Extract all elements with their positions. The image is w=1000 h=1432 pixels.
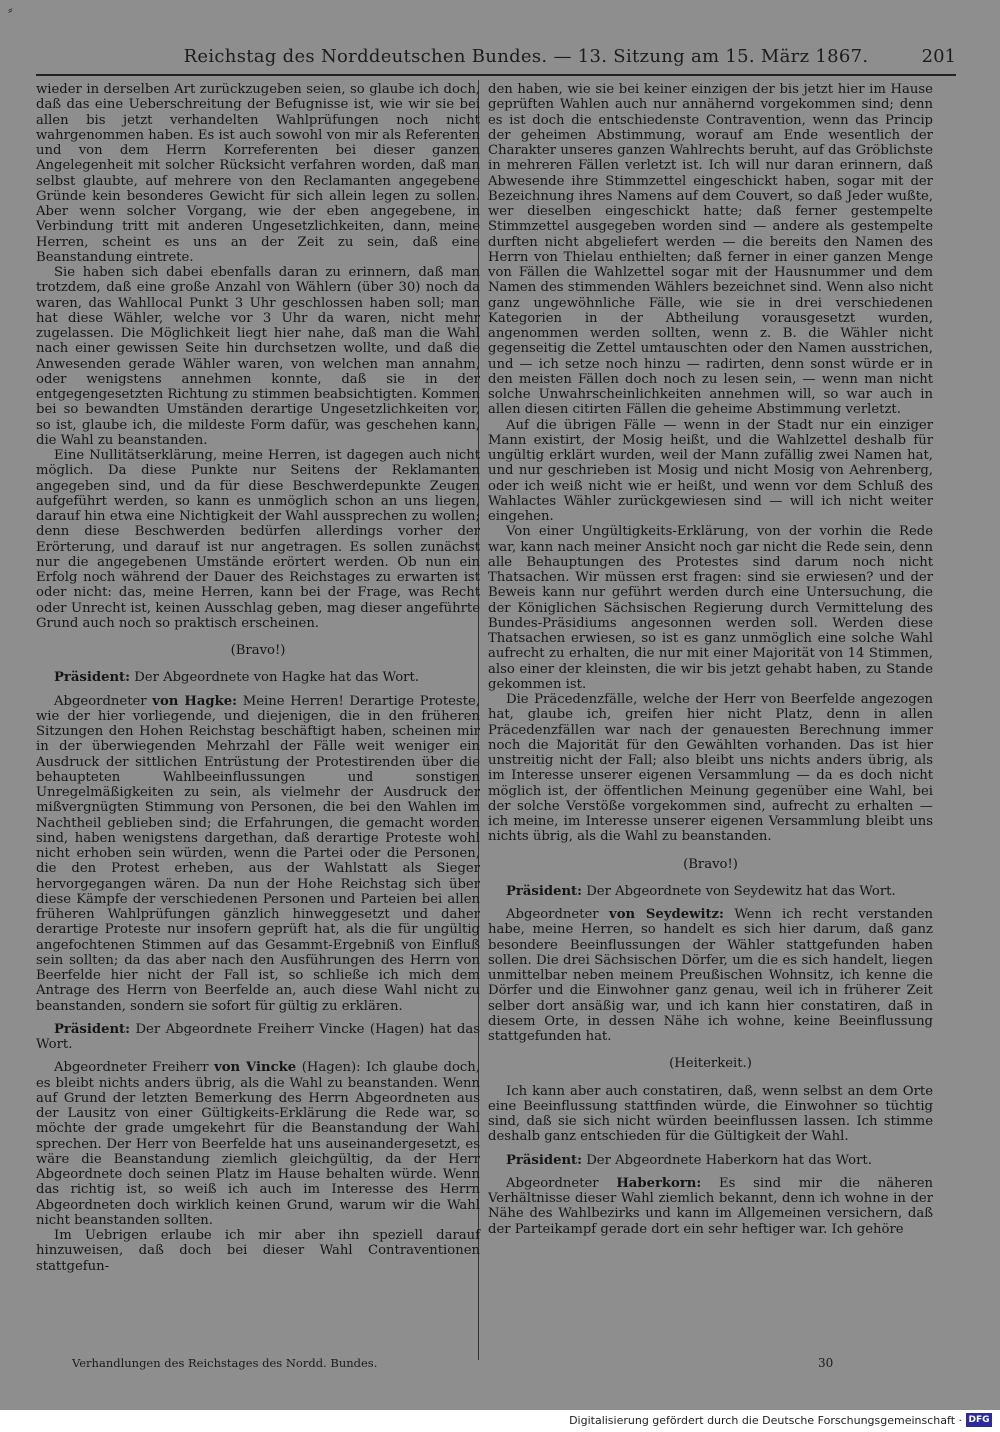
president-remark xyxy=(36,670,480,685)
president-remark xyxy=(36,1022,480,1053)
footer-source-note: Verhandlungen des Reichstages des Nordd. Bundes. xyxy=(72,1356,378,1370)
paragraph: wieder in derselben Art zurückzugeben seien, so glaube ich doch, daß das eine Ueberschreitung der Befugnisse ist, wie wir sie bei allen bis jetzt verhandelten Wahlprüfungen noch nicht wahrgenommen haben. Es ist auch sowohl von mir als Referenten und von dem Herrn Korreferenten bei dieser ganzen Angelegenheit mit solcher Rücksicht verfahren worden, daß man selbst glaubte, auf mehrere von den Reclamanten angegebene Gründe kein besonderes Gewicht für sich allein legen zu sollen. Aber wenn solcher Vorgang, wie der eben angegebene, in Verbindung tritt mit anderen Ungesetzlichkeiten, dann, meine Herren, scheint es uns an der Zeit zu sein, daß eine Beanstandung eintrete. xyxy=(36,82,480,265)
president-remark xyxy=(488,1153,933,1168)
left-column xyxy=(36,82,480,1274)
laughter-note: (Heiterkeit.) xyxy=(669,1056,752,1072)
speech-text: Meine Herren! Derartige Proteste, wie der hier vorliegende, und diejenigen, die in den früheren Sitzungen den Hohen Reichstag beschäftigt haben, scheinen mir in der überwiegenden Mehrzahl der Fälle weit weniger ein Ausdruck der sittlichen Entrüstung der Protestirenden über die behaupteten Wahlbeeinflussungen und sonstigen Unregelmäßigkeiten zu sein, als vielmehr der Ausdruck der mißvergnügten Stimmung von Personen, die bei den Wahlen im Nachtheil geblieben sind; die Erfahrungen, die gemacht worden sind, haben wenigstens dargethan, daß derartige Proteste wohl nicht erhoben sein würden, wenn die Partei oder die Personen, die den Protest erheben, aus der Wahlstatt als Sieger hervorgegangen wären. Da nun der Hohe Reichstag sich über diese Kämpfe der verschiedenen Personen und Parteien bei allen früheren Wahlprüfungen gänzlich hinweggesetzt und daher derartige Proteste nur insofern geprüft hat, als die für ungültig angefochtenen Stimmen auf das Gesammt-Ergebniß von Einfluß sein sollten; da das aber nach den Ausführungen des Herrn von Beerfelde hier nicht der Fall ist, so schließe ich mich dem Antrage des Herrn von Beerfelde an, auch diese Wahl nicht zu beanstanden, sondern sie sofort für gültig zu erklären. xyxy=(36,693,481,1014)
paragraph: Auf die übrigen Fälle — wenn in der Stadt nur ein einziger Mann existirt, der Mosig heißt, und die Wahlzettel deshalb für ungültig erklärt wurden, weil der Mann zufällig zwei Namen hat, und nur geschrieben ist Mosig und nicht Mosig von Aehrenberg, oder ich weiß nicht wie er heißt, und wenn vor dem Schluß des Wahlactes Wähler zurückgewiesen sind — will ich nicht weiter eingehen. xyxy=(488,417,933,524)
paragraph: Eine Nullitätserklärung, meine Herren, ist dagegen auch nicht möglich. Da diese Punkte nur Seitens der Reklamanten angegeben sind, und da für diese Beschwerdepunkte Zeugen aufgeführt werden, so kann es unmöglich schon an uns liegen, darauf hin etwa eine Nichtigkeit der Wahl aussprechen zu wollen; denn diese Beschwerden bedürfen allerdings vorher der Erörterung, und darauf ist nur angetragen. Es sollen zunächst nur die angegebenen Umstände erörtert werden. Ob nun ein Erfolg noch während der Dauer des Reichstages zu erwarten ist oder nicht: das, meine Herren, kann bei der Frage, was Recht oder Unrecht ist, keinen Ausschlag geben, mag dieser angeführte Grund auch noch so praktisch erscheinen. xyxy=(36,448,480,631)
speaker-title: Abgeordneter Freiherr xyxy=(54,1060,215,1076)
paragraph: Die Präcedenzfälle, welche der Herr von Beerfelde angezogen hat, glaube ich, greifen hier nicht Platz, denn in allen Präcedenzfällen war nach der genauesten Berechnung immer noch die Majorität für den Gewählten vorhanden. Das ist hier unstreitig nicht der Fall; also bleibt uns nichts anders übrig, als im Interesse unserer eigenen Versammlung — da es doch nicht möglich ist, der öffentlichen Meinung gegenüber eine Wahl, bei der solche Verstöße vorgekommen sind, aufrecht zu erhalten — ich meine, im Interesse unserer eigenen Versammlung bleibt uns nichts übrig, als die Wahl zu beanstanden. xyxy=(488,692,933,845)
president-remark xyxy=(488,884,933,899)
paragraph: den haben, wie sie bei keiner einzigen der bis jetzt hier im Hause geprüften Wahlen auch nur annähernd vorgekommen sind; denn es ist doch die entschiedenste Contravention, wenn das Princip der geheimen Abstimmung, worauf am Ende wesentlich der Charakter unseres ganzen Wahlrechts beruht, auf das Gröblichste in mehreren Fällen verletzt ist. Ich will nur daran erinnern, daß Abwesende ihre Stimmzettel eingeschickt haben, sogar mit der Bezeichnung ihres Namens auf dem Couvert, so daß Jeder wußte, wer dieselben eingeschickt hatte; daß ferner gestempelte Stimmzettel ausgegeben worden sind — andere als gestempelte durften nicht abgeliefert werden — die bereits den Namen des Herrn von Thielau enthielten; daß ferner in einer ganzen Menge von Fällen die Wahlzettel sogar mit der Hausnummer und dem Namen des stimmenden Wählers bezeichnet sind. Wenn also nicht ganz ungewöhnliche Fälle, wie sie in drei verschiedenen Kategorien in der Abtheilung vorausgesetzt wurden, angenommen werden sollten, wenn z. B. die Wähler nicht gegenseitig die Zettel umtauschten oder den Namen ausstrichen, und — ich setze noch hinzu — radirten, denn sonst würde er in den meisten Fällen doch noch zu lesen sein, — wenn man nicht solche Unwahrscheinlichkeiten annehmen will, so war auch in allen diesen citirten Fällen die geheime Abstimmung verletzt. xyxy=(488,82,933,418)
corner-mark: ⸗ xyxy=(8,2,13,18)
speaker-title: Abgeordneter xyxy=(506,1175,617,1191)
speech-text: Es sind mir die näheren Verhältnisse dieser Wahl ziemlich bekannt, denn ich wohne in der Nähe des Wahlbezirks und kann im Allgemeinen versichern, daß der Parteikampf gerade dort ein sehr heftiger war. Ich gehöre xyxy=(488,1175,933,1237)
speaker-name: von Vincke xyxy=(214,1060,297,1076)
speaker-title: Abgeordneter xyxy=(54,693,153,709)
paragraph: Von einer Ungültigkeits-Erklärung, von der vorhin die Rede war, kann nach meiner Ansicht noch gar nicht die Rede sein, denn alle Behauptungen des Protestes sind darum noch nicht Thatsachen. Wir müssen erst fragen: sind sie erwiesen? und der Beweis kann nur geführt werden durch eine Untersuchung, die der Königlichen Sächsischen Regierung durch Vermittelung des Bundes-Präsidiums angesonnen werden soll. Werden diese Thatsachen erwiesen, so ist es ganz unmöglich eine solche Wahl aufrecht zu erhalten, die nur mit einer Majorität von 14 Stimmen, also einer der kleinsten, die wir bis jetzt gehabt haben, zu Stande gekommen ist. xyxy=(488,524,933,692)
speaker-name: von Seydewitz: xyxy=(609,907,724,922)
remark-text: Der Abgeordnete von Hagke hat das Wort. xyxy=(130,670,419,686)
page-header xyxy=(36,44,956,70)
speaker-name: Haberkorn: xyxy=(616,1175,702,1191)
dfg-logo-icon: DFG xyxy=(966,1413,992,1427)
paragraph: Sie haben sich dabei ebenfalls daran zu erinnern, daß man trotzdem, daß eine große Anzahl von Wählern (über 30) noch da waren, das Wahllocal Punkt 3 Uhr geschlossen haben soll; man hat diese Wähler, welche vor 3 Uhr da waren, nicht mehr zugelassen. Die Möglichkeit liegt hier nahe, daß man die Wahl nach einer gewissen Seite hin durchsetzen wollte, und daß die Anwesenden gerade Wähler waren, von welchen man annahm, oder wenigstens annehmen konnte, daß sie in der entgegengesetzten Richtung zu stimmen beabsichtigten. Kommen bei so bewandten Umständen derartige Ungesetzlichkeiten vor, so ist, glaube ich, die mildeste Form dafür, was geschehen kann, die Wahl zu beanstanden. xyxy=(36,265,480,448)
applause-note: (Bravo!) xyxy=(230,643,286,658)
digitization-credit: Digitalisierung gefördert durch die Deutsche Forschungsgemeinschaft · xyxy=(569,1414,962,1427)
remark-text: Der Abgeordnete Haberkorn hat das Wort. xyxy=(582,1152,872,1168)
speaker-label: Präsident: xyxy=(506,883,583,899)
speech-text: Wenn ich recht verstanden habe, meine Herren, so handelt es sich hier darum, daß ganz besondere Beeinflussungen der Wähler stattgefunden haben sollen. Die drei Sächsischen Dörfer, um die es sich handelt, liegen unmittelbar neben meinem Preußischen Wohnsitz, ich kenne die Dörfer und die Einwohner ganz genau, weil ich in früherer Zeit selber dort ansäßig war, und ich kann hier constatiren, daß in diesem Orte, in dessen Nähe ich wohne, keine Beeinflussung stattgefunden hat. xyxy=(488,907,933,1044)
page-number: 201 xyxy=(921,46,956,67)
right-column xyxy=(488,82,933,1237)
digitization-bar xyxy=(0,1410,1000,1432)
speaker-label: Präsident: xyxy=(54,670,131,686)
speech-vincke xyxy=(36,1060,480,1228)
paragraph: Im Uebrigen erlaube ich mir aber ihn speziell darauf hinzuweisen, daß doch bei dieser Wahl Contraventionen stattgefun- xyxy=(36,1228,480,1274)
speaker-label: Präsident: xyxy=(506,1152,583,1168)
speech-text: (Hagen): Ich glaube doch, es bleibt nichts anders übrig, als die Wahl zu beanstanden. Wenn auf Grund der letzten Bemerkung des Herrn Abgeordneten aus der Lausitz von einer Gültigkeits-Erklärung die Rede war, so möchte der grade umgekehrt für die Beanstandung der Wahl sprechen. Der Herr von Beerfelde hat uns auseinandergesetzt, es wäre die Beanstandung ziemlich gleichgültig, da der Herr Abgeordnete doch seinen Platz im Hause behalten würde. Wenn das richtig ist, so weiß ich auch im Interesse des Herrn Abgeordneten doch wirklich keinen Grund, warum wir die Wahl nicht beanstanden sollten. xyxy=(36,1060,480,1228)
sheet-number: 30 xyxy=(818,1356,834,1370)
header-rule xyxy=(36,74,956,76)
speaker-title: Abgeordneter xyxy=(506,907,610,922)
speaker-label: Präsident: xyxy=(54,1021,131,1037)
speech-seydewitz xyxy=(488,907,933,1044)
running-title: Reichstag des Norddeutschen Bundes. — 13. Sitzung am 15. März 1867. xyxy=(183,46,869,67)
speech-haberkorn xyxy=(488,1176,933,1237)
remark-text: Der Abgeordnete von Seydewitz hat das Wort. xyxy=(582,883,896,899)
paragraph: Ich kann aber auch constatiren, daß, wenn selbst an dem Orte eine Beeinflussung stattfinden würde, die Einwohner so tüchtig sind, daß sie sich nicht würden beeinflussen lassen. Ich stimme deshalb ganz entschieden für die Gültigkeit der Wahl. xyxy=(488,1083,933,1145)
speech-hagke xyxy=(36,694,480,1014)
speaker-name: von Hagke: xyxy=(152,693,238,709)
applause-note: (Bravo!) xyxy=(683,856,738,872)
remark-text: Der Abgeordnete Freiherr Vincke (Hagen) hat das Wort. xyxy=(36,1021,480,1052)
